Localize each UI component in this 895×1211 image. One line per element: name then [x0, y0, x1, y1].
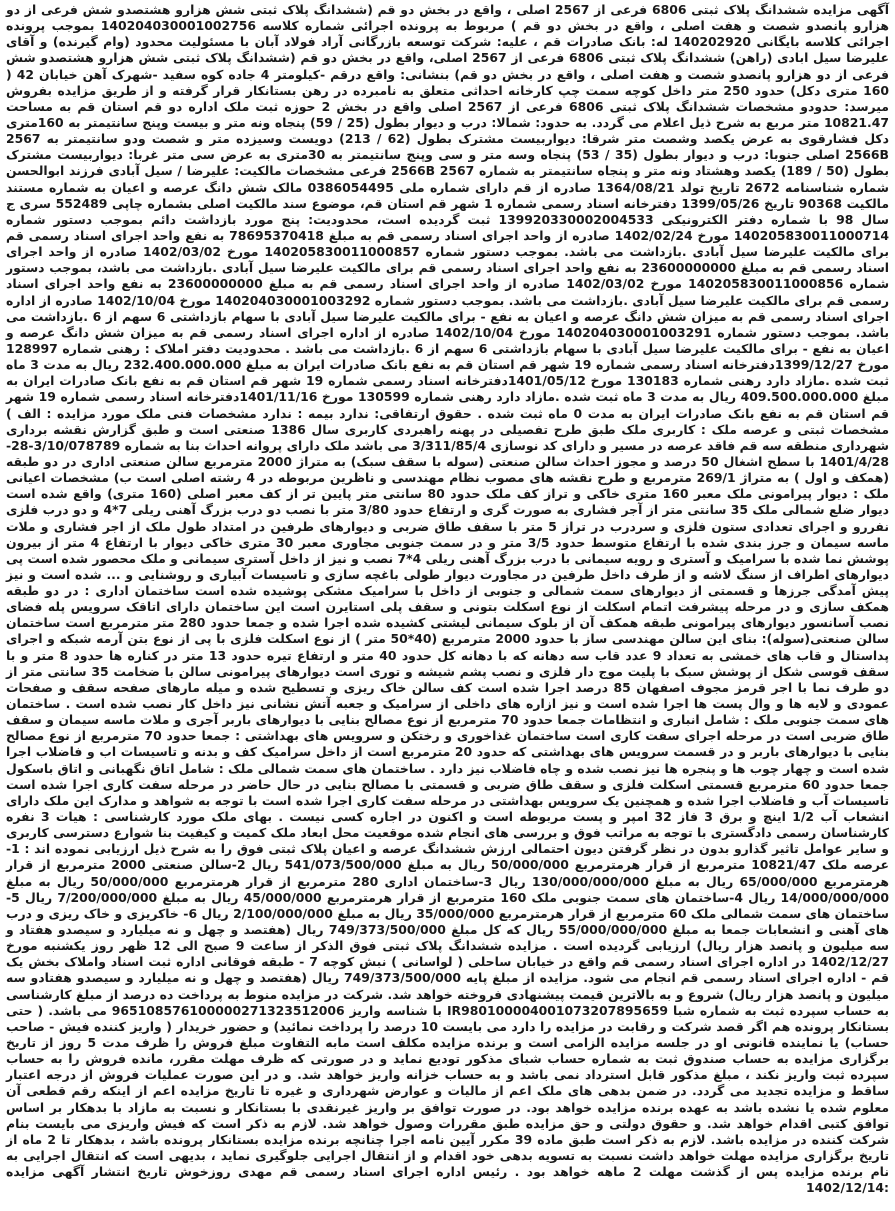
auction-notice-text: آگهی مزایده ششدانگ پلاک ثبتی 6806 فرعی از 2567 اصلی ، واقع در بخش دو قم (ششدانگ پلاک ثبتی شش هزارو هشتصدو شش فرعی از دو هزارو پانصدو شصت و هفت اصلی ، واقع در بخش دو قم ) مربوط به پرونده اجرائی شماره کلاسه 140204030001002756 بموجب پرونده اجرائی کلاسه بایگانی 140202920 له: بانک صادرات قم ، علیه: شرکت توسعه بازرگانی آراد فولاد آبان با مسئولیت محدود (وام گیرنده) و آقای علیرضا سیل ابادی (راهن) ششدانگ پلاک ثبتی 6806 فرعی از 2567 اصلی، واقع در بخش دو قم (ششدانگ پلاک ثبتی شش هزارو هشتصدو شش فرعی از دو هزارو پانصدو شصت و هفت اصلی ، واقع در بخش دو قم) بنشانی: واقع درقم -کیلومتر 4 جاده کوه سفید -شهرک آهن خیابان 42 ( 160 متری دکل) حدود 250 متر داخل کوچه سمت چپ کارخانه احداثی متعلق به نامبرده در رهن بستانکار قرار گرفته و از طریق مزایده بفروش میرسد: حدودو مشخصات ششدانگ پلاک ثبتی 6806 فرعی از 2567 اصلی واقع در بخش 2 حوزه ثبت ملک اداره دو قم استان قم به مساحت 10821.47 متر مربع به شرح ذیل اعلام می گردد. به حدود: شمالا: درب و دیوار بطول (25 / 59) پنجاه ونه متر و بیست وپنج سانتیمتر به 160متری دکل فشارقوی به عرض یکصد وشصت متر شرقا: دیواربیست مشترک بطول (62 / 213) دویست وسیزده متر و شصت ودو سانتیمتر به 2567 2566B اصلی جنوبا: درب و دیوار بطول (35 / 53) پنجاه وسه متر و سی وپنج سانتیمتر به 30متری به عرض سی متر غربا: دیواربیست مشترک بطول (50 / 189) یکصد وهشتاد ونه متر و پنجاه سانتیمتر به شماره 2567 2566B فرعی مشخصات مالکیت: علیرضا / سیل آبادی فرزند ابوالحسن شماره شناسنامه 2672 تاریخ تولد 1364/08/21 صادره از قم دارای شماره ملی 0386054495 مالک شش دانگ عرصه و اعیان به شماره مستند مالکیت 90368 تاریخ 1399/05/26 دفترخانه اسناد رسمی شماره 1 شهر قم استان قم، موضوع سند مالکیت اصلی بشماره چاپی 552489 سری ج سال 98 با شماره دفتر الکترونیکی 139920330002004533 ثبت گردیده است، محدودیت: پنج مورد بازداشت دائم بموجب دستور شماره 140205830011000714 مورخ 1402/02/24 صادره از واحد اجرای اسناد رسمی قم به مبلغ 78695370418 به نفع واحد اجرای اسناد رسمی قم برای مالکیت علیرضا سیل آبادی .بازداشت می باشد. بموجب دستور شماره 140205830011000857 مورخ 1402/03/02 صادره از واحد اجرای اسناد رسمی قم به مبلغ 23600000000 به نفع واحد اجرای اسناد رسمی قم برای مالکیت علیرضا سیل آبادی .بازداشت می باشد، بموجب دستور شماره 140205830011000856 مورخ 1402/03/02 صادره از واحد اجرای اسناد رسمی قم به مبلغ 23600000000 به نفع واحد اجرای اسناد رسمی قم برای مالکیت علیرضا سیل آبادی .بازداشت می باشد. بموجب دستور شماره 140204030001003292 مورخ 1402/10/04 صادره از اداره اجرای اسناد رسمی قم به میزان شش دانگ عرصه و اعیان به نفع - برای مالکیت علیرضا سیل آبادی با سهام بازداشتی 6 سهم از 6 .بازداشت می باشد. بموجب دستور شماره 140204030001003291 مورخ 1402/10/04 صادره از اداره اجرای اسناد رسمی قم به میزان شش دانگ عرصه و اعیان به نفع - برای مالکیت علیرضا سیل آبادی با سهام بازداشتی 6 سهم از 6 .بازداشت می باشد . محدودیت دفتر املاک : رهنی شماره 128997 مورخ 1399/12/27دفترخانه اسناد رسمی شماره 19 شهر قم استان قم به نفع بانک صادرات ایران به مبلغ 232.400.000.000 ریال به مدت 3 ماه ثبت شده .مازاد دارد رهنی شماره 130183 مورخ 1401/05/12دفترخانه اسناد رسمی شماره 19 شهر قم استان قم به نفع بانک صادرات ایران به مبلغ 409.500.000.000 ریال به مدت 3 ماه ثبت شده .مازاد دارد رهنی شماره 130599 مورخ 1401/11/16دفترخانه اسناد رسمی شماره 19 شهر قم استان قم به نفع بانک صادرات ایران به مدت 0 ماه ثبت شده . حقوق ارتفاقی: ندارد بیمه : ندارد مشخصات فنی ملک مورد مزایده : الف ) مشخصات ثبتی و عرصه ملک : کاربری ملک طبق طرح تفصیلی در پهنه راهبردی کاربری سال 1386 صنعتی است و طبق گزارش نقشه برداری شهرداری منطقه سه قم فاقد عرصه در مسیر و دارای کد نوسازی 3/311/85/4 می باشد ملک دارای پروانه احداث بنا به شماره 3/10/078789-28-1401/4/28 با سطح اشغال 50 درصد و مجوز احداث سالن صنعتی (سوله با سقف سبک) به متراژ 2000 مترمربع سالن صنعتی اداری در دو طبقه (همکف و اول ) به متراژ 269/1 مترمربع و طرح نقشه های مصوب نظام مهندسی و ناظرین مربوطه در 4 رشته اصلی است ب) مشخصات اعیانی ملک : دیوار پیرامونی ملک معبر 160 متری خاکی و تراز کف ملک حدود 80 سانتی متر پایین تر از کف معبر اصلی (160 متری) واقع شده است دیوار ضلع شمالی ملک 35 سانتی متر از آجر فشاری به صورت گری و ارتفاع حدود 3/80 متر با نصب دو درب بزرگ آهنی ریلی 7*4 و دو درب فلزی نفررو و اجرای تعدادی ستون فلزی و سردرب در تراز 5 متر با سقف طاق ضربی و دیوارهای طرفین در امتداد طول ملک از اجر فشاری و ملات ماسه سیمان و جرز بندی شده با ارتفاع متوسط حدود 3/5 متر و در سمت جنوبی مجاوری معبر 30 متری خاکی دیوار با ارتفاع 4 متر از بیرون پوشش نما شده با سرامیک و آستری و رویه سیمانی با درب بزرگ آهنی ریلی 4*7 نصب و نیز از داخل آستری سیمانی و ملک محصور شده است پی دیوارهای اطراف از سنگ لاشه و از طرف داخل طرفین در مجاورت دیوار طولی باغچه سازی و تاسیسات آبیاری و روشنایی و ... شده است و نیز پیش آمدگی جرزها و قسمتی از دیوارهای سمت شمالی و جنوبی از داخل با سرامیک مشکی پوشیده شده است ساختمان اداری : در دو طبقه همکف سازی و در مرحله پیشرفت اتمام اسکلت از نوع اسکلت بتونی و سقف پلی استایرن است این ساختمان دارای اتاقک سرویس پله فضای نصب آسانسور دیوارهای پیرامونی طبقه همکف آن از بلوک سیمانی لیشتی کشیده شده اجرا شده و جمعا حدود 280 متر مترمربع است ساختمان سالن صنعتی(سوله): بنای این سالن مهندسی ساز با حدود 2000 مترمربع (40*50 متر ) از نوع اسکلت فلزی با پی از نوع بتن آرمه شبکه و اجرای پداستال و قاب های خمشی به تعداد 9 عدد قاب سه دهانه که با دهانه کل حدود 40 متر و ارتفاع تیره حدود 13 متر در کناره ها حدود 8 متر و با سقف قوسی شکل از پوشش سبک با پلیت موج دار فلزی و نصب پشم شیشه و توری است دیوارهای پیرامونی سالن با ضخامت 35 سانتی متر از دو طرف نما با اجر قرمز مجوف اصفهان 85 درصد اجرا شده است کف سالن خاک ریزی و تسطیح شده و میله مارهای صفحه سقف و صفحات عمودی و لایه ها و وال پست ها اجرا شده است و نیز ازاره های داخلی از سرامیک و جعبه آتش نشانی نیز داخل کار نصب شده است . ساختمان های سمت جنوبی ملک : شامل انباری و انتظامات جمعا حدود 70 مترمربع از نوع مصالح بنایی با دیوارهای باربر آجری و ملات ماسه سیمان و سقف طاق ضربی است در مرحله اجرای سفت کاری است ساختمان غذاخوری و رختکن و سرویس های بهداشتی : جمعا حدود 70 مترمربع از نوع مصالح بنایی با دیوارهای باربر و در قسمت سرویس های بهداشتی که حدود 20 مترمربع است از داخل سرامیک کف و بدنه و تاسیسات اب و فاضلاب اجرا شده است و چهار چوب ها و پنجره ها نیز نصب شده و چاه فاضلاب نیز دارد . ساختمان های سمت شمالی ملک : شامل اتاق نگهبانی و اتاق باسکول جمعا حدود 60 مترمربع قسمتی اسکلت فلزی و سقف طاق ضربی و قسمتی با مصالح بنایی در حال حاضر در مرحله سفت کاری اجرا شده است تاسیسات آب و فاضلاب اجرا شده و همچنین یک سرویس بهداشتی در مرحله سفت کاری اجرا شده است با توجه به شواهد و مدارک این ملک دارای انشعاب آب 1/2 اینچ و برق 3 فاز 32 امپر و پست مربوطه است و اکنون در اجاره کسی نیست . بهای ملک مورد کارشناسی : هیات 3 نفره کارشناسان رسمی دادگستری با توجه به مراتب فوق و بررسی های انجام شده موقعیت محل ابعاد ملک کمیت و کیفیت بنا شوارع دسترسی کاربری و سایر عوامل تاثیر گذارو بدون در نظر گرفتن دیون احتمالی ارزش ششدانگ عرصه و اعیان پلاک ثبتی فوق را به شرح ذیل ارزیابی نموده اند : 1- عرصه ملک 10821/47 مترمربع از قرار هرمترمربع 50/000/000 ریال به مبلغ 541/073/500/000 ریال 2-سالن صنعتی 2000 مترمربع از قرار هرمترمربع 65/000/000 ریال به مبلغ 130/000/000/000 ریال 3-ساختمان اداری 280 مترمربع از قرار هرمترمربع 50/000/000 ریال به مبلغ 14/000/000/000 ریال 4-ساختمان های سمت جنوبی ملک 160 مترمربع از قرار هرمترمربع 45/000/000 ریال به مبلغ 7/200/000/000 ریال 5- ساختمان های سمت شمالی ملک 60 مترمربع از قرار هرمترمربع 35/000/000 ریال به مبلغ 2/100/000/000 ریال 6- خاکریزی و خاک ریزی و درب های آهنی و انشعابات جمعا به مبلغ 55/000/000/000 ریال که کل مبلغ 749/373/500/000 ریال (هفتصد و چهل و نه میلیارد و سیصدو هفتاد و سه میلیون و پانصد هزار ریال) ارزیابی گردیده است . مزایده ششدانگ پلاک ثبتی فوق الذکر از ساعت 9 صبح الی 12 ظهر روز یکشنبه مورخ 1402/12/27 در اداره اجرای اسناد رسمی قم واقع در خیابان ساحلی ( لواسانی ) نبش کوچه 7 - طبقه فوقانی اداره ثبت اسناد واملاک بخش یک قم - اداره اجرای اسناد رسمی قم انجام می شود. مزایده از مبلغ پایه 749/373/500/000 ریال (هفتصد و چهل و نه میلیارد و سیصدو هفتادو سه میلیون و پانصد هزار ریال) شروع و به بالاترین قیمت پیشنهادی فروخته خواهد شد. شرکت در مزایده منوط به پرداخت ده درصد از مبلغ کارشناسی به حساب سپرده ثبت به شماره شبا IR980100004001073207895659 با شناسه واریز 965108576100000271323512006 می باشد. ( حتی بستانکار پرونده هم اگر قصد شرکت و رقابت در مزایده را دارد می بایست 10 درصد را پرداخت نمائید) و حضور خریدار ( واریز کننده فیش - صاحب حساب) یا نماینده قانونی او در جلسه مزایده الزامی است و برنده مزایده مکلف است مابه التفاوت مبلغ فروش را ظرف مدت 5 روز از تاریخ برگزاری مزایده به حساب صندوق ثبت به شماره حساب شبای مذکور تودیع نماید و در صورتی که ظرف مهلت مقرر، مانده فروش را به حساب سپرده ثبت واریز نکند ، مبلغ مذکور قابل استرداد نمی باشد و به حساب خزانه واریز خواهد شد. و در این صورت عملیات فروش از درجه اعتبار ساقط و مزایده تجدید می گردد. در ضمن بدهی های ملک اعم از مالیات و عوارض شهرداری و غیره تا تاریخ مزایده اعم از اینکه رقم قطعی آن معلوم شده یا نشده باشد به عهده برنده مزایده خواهد بود. در صورت توافق بر واریز غیرنقدی با بستانکار و نسبت به مازاد با بدهکار بر اساس توافق کتبی اقدام خواهد شد. و حقوق دولتی و حق مزایده طبق مقررات وصول خواهد شد. لازم به ذکر است که فیش واریزی می بایست بنام شرکت کننده در مزایده باشد. لازم به ذکر است طبق ماده 39 مکرر آیین نامه اجرا چنانچه برنده مزایده بستانکار پرونده باشد ، بدهکار تا 2 ماه از تاریخ برگزاری مزایده مهلت خواهد داشت نسبت به تسویه بدهی خود اقدام و از انتقال اجرایی جلوگیری نماید ، بدیهی است که انتقال اجرایی به نام برنده مزایده پس از گذشت مهلت 2 ماهه خواهد بود . رئیس اداره اجرای اسناد رسمی قم مهدی روزخوش تاریخ انتشار آگهی مزایده :1402/12/14 — [6, 2, 890, 1196]
